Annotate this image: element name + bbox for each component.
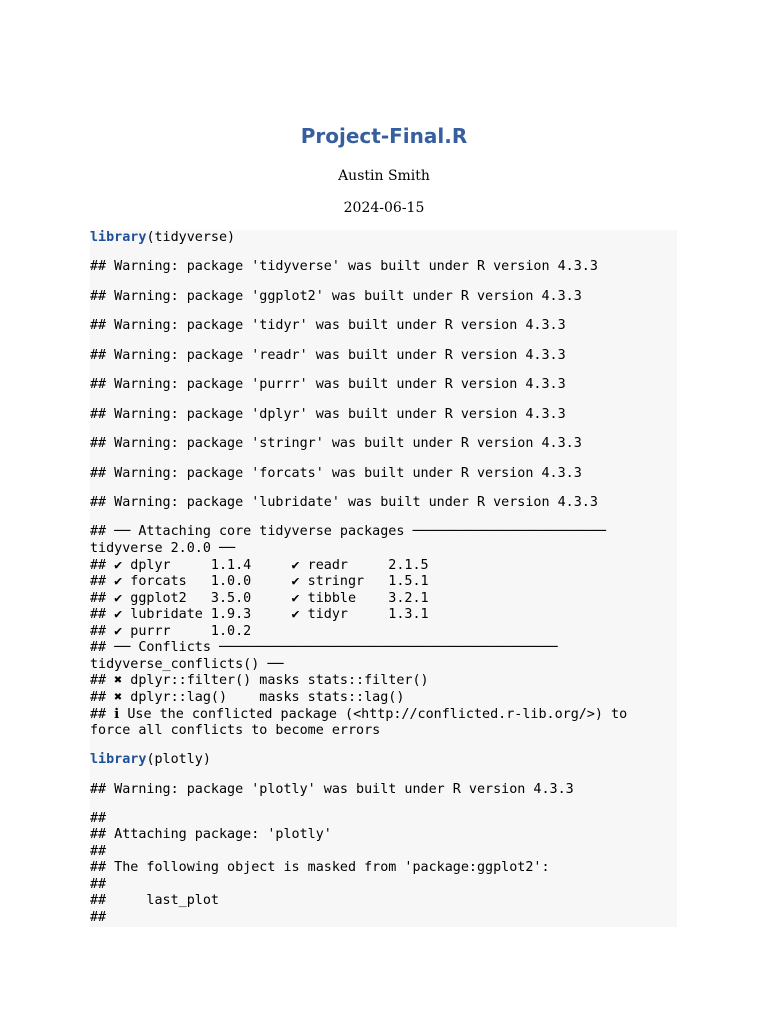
output-line: ## ✔ purrr 1.0.2 (90, 624, 252, 639)
function-name: library (90, 230, 147, 245)
output-line: ## Attaching package: 'plotly' (90, 827, 332, 842)
output-line: ## ✔ ggplot2 3.5.0 ✔ tibble 3.2.1 (90, 591, 429, 606)
output-line: ## last_plot (90, 893, 219, 908)
output-line: ## (90, 844, 107, 859)
output-line: ## ── Conflicts ────────────────────────────────────────── (90, 640, 558, 655)
function-argument: (tidyverse) (146, 230, 236, 245)
output-line: tidyverse_conflicts() ── (90, 657, 284, 672)
document-author: Austin Smith (338, 168, 430, 184)
document-date: 2024-06-15 (343, 200, 425, 216)
output-line: ## Warning: package 'tidyr' was built under R version 4.3.3 (90, 318, 566, 333)
output-line: ## Warning: package 'purrr' was built under R version 4.3.3 (90, 377, 566, 392)
output-line: ## (90, 910, 107, 925)
output-line: ## Warning: package 'dplyr' was built under R version 4.3.3 (90, 407, 566, 422)
output-line: ## (90, 811, 107, 826)
output-line: ## Warning: package 'tidyverse' was built under R version 4.3.3 (90, 259, 598, 274)
output-line: tidyverse 2.0.0 ── (90, 541, 236, 556)
output-line: ## Warning: package 'ggplot2' was built under R version 4.3.3 (90, 289, 582, 304)
output-line: ## ℹ Use the conflicted package (<http://conflicted.r-lib.org/>) to (90, 707, 628, 722)
output-line: ## Warning: package 'stringr' was built under R version 4.3.3 (90, 436, 582, 451)
output-line: ## ✔ dplyr 1.1.4 ✔ readr 2.1.5 (90, 558, 429, 573)
function-name: library (90, 752, 147, 767)
output-line: ## ✖ dplyr::filter() masks stats::filter() (90, 673, 429, 688)
code-output-block (90, 230, 677, 927)
output-line: ## Warning: package 'plotly' was built under R version 4.3.3 (90, 782, 574, 797)
output-line: ## Warning: package 'forcats' was built under R version 4.3.3 (90, 466, 582, 481)
output-line: ## (90, 877, 107, 892)
output-line: ## ✔ lubridate 1.9.3 ✔ tidyr 1.3.1 (90, 607, 429, 622)
output-line: ## Warning: package 'readr' was built under R version 4.3.3 (90, 348, 566, 363)
function-argument: (plotly) (146, 752, 211, 767)
code-line (90, 752, 211, 769)
output-line: ## ── Attaching core tidyverse packages ──────────────────────── (90, 524, 606, 539)
output-line: ## ✖ dplyr::lag() masks stats::lag() (90, 690, 405, 705)
output-line: ## The following object is masked from 'package:ggplot2': (90, 860, 550, 875)
output-line: force all conflicts to become errors (90, 723, 381, 738)
document-title: Project-Final.R (300, 124, 468, 148)
code-line (90, 230, 235, 247)
output-line: ## Warning: package 'lubridate' was built under R version 4.3.3 (90, 495, 598, 510)
output-line: ## ✔ forcats 1.0.0 ✔ stringr 1.5.1 (90, 574, 429, 589)
